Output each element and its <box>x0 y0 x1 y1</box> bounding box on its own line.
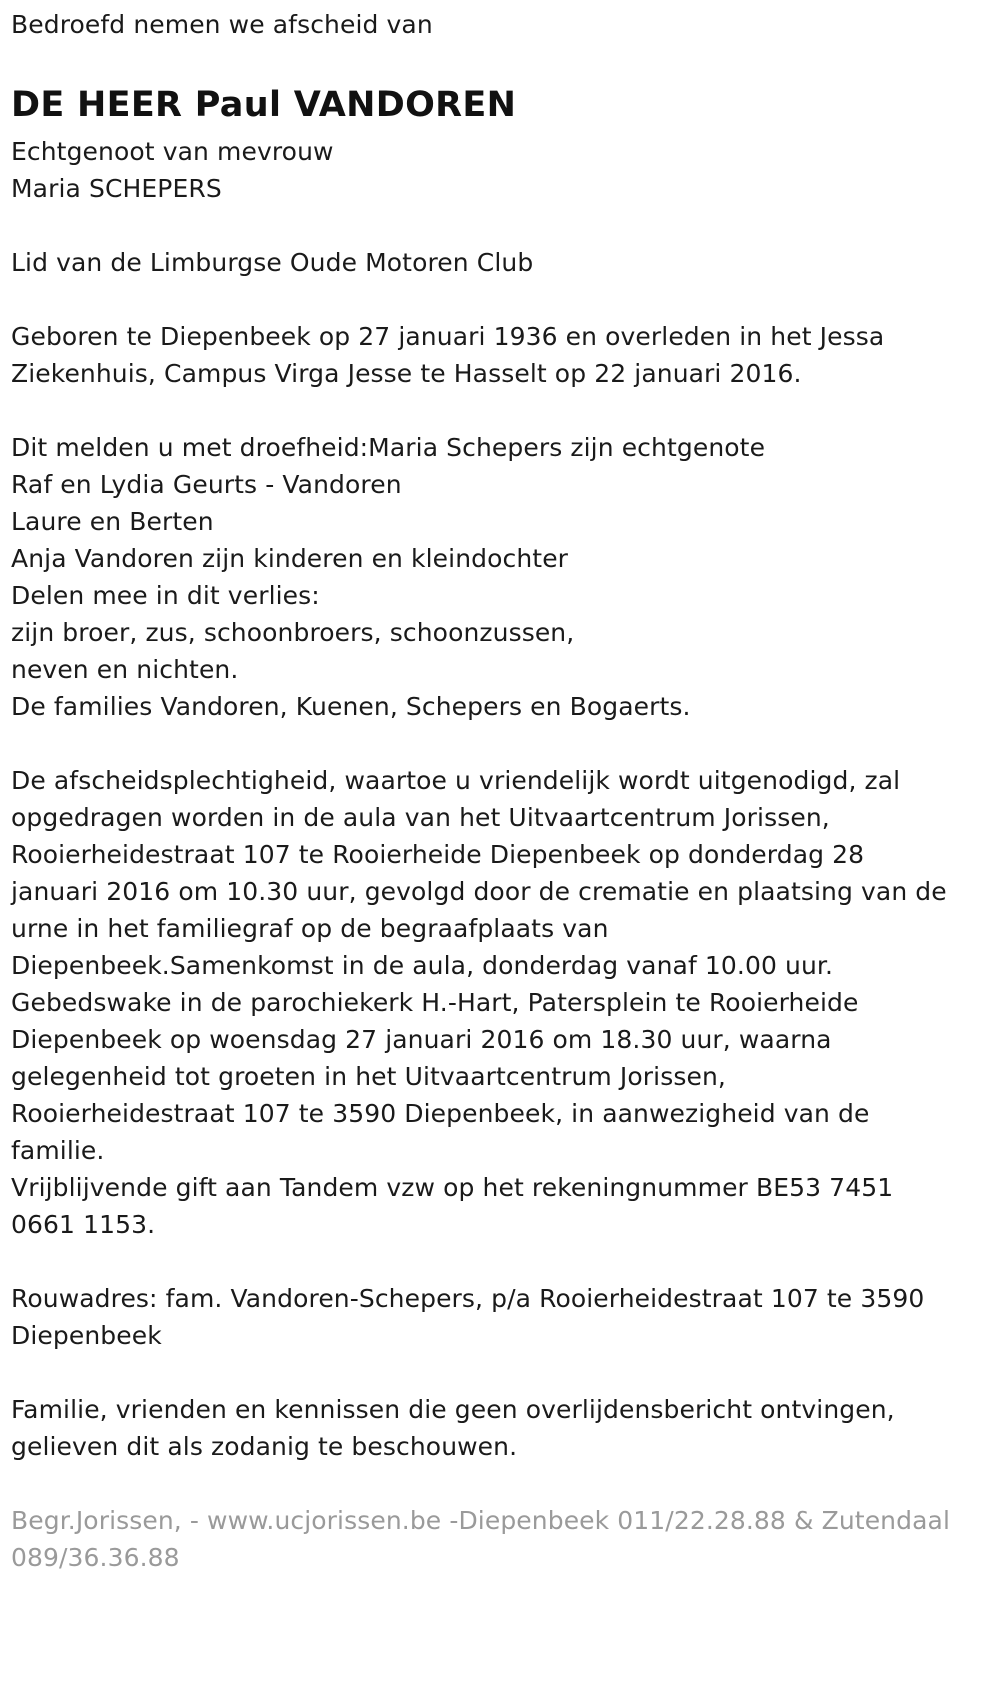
ceremony-line: gelegenheid tot groeten in het Uitvaartcentrum Jorissen, <box>11 1062 726 1091</box>
ceremony-line: Gebedswake in de parochiekerk H.-Hart, Patersplein te Rooierheide <box>11 988 859 1017</box>
ceremony-line: Diepenbeek.Samenkomst in de aula, donderdag vanaf 10.00 uur. <box>11 951 834 980</box>
ceremony-line: 0661 1153. <box>11 1210 156 1239</box>
family-block <box>11 429 990 725</box>
family-line: neven en nichten. <box>11 655 239 684</box>
footer-line: 089/36.36.88 <box>11 1543 180 1572</box>
funeral-home-footer <box>11 1502 990 1576</box>
ceremony-line: januari 2016 om 10.30 uur, gevolgd door de crematie en plaatsing van de <box>11 877 947 906</box>
family-line: Raf en Lydia Geurts - Vandoren <box>11 470 402 499</box>
address-line: Rouwadres: fam. Vandoren-Schepers, p/a Rooierheidestraat 107 te 3590 <box>11 1284 925 1313</box>
spouse-block <box>11 133 990 207</box>
ceremony-line: Rooierheidestraat 107 te 3590 Diepenbeek, in aanwezigheid van de <box>11 1099 870 1128</box>
ceremony-block <box>11 762 990 1243</box>
deceased-name: DE HEER Paul VANDOREN <box>11 85 517 125</box>
membership-text: Lid van de Limburgse Oude Motoren Club <box>11 248 534 277</box>
birth-death-line: Geboren te Diepenbeek op 27 januari 1936 en overleden in het Jessa <box>11 322 885 351</box>
family-line: Anja Vandoren zijn kinderen en kleindochter <box>11 544 569 573</box>
notice-line: gelieven dit als zodanig te beschouwen. <box>11 1432 518 1461</box>
ceremony-line: Diepenbeek op woensdag 27 januari 2016 om 18.30 uur, waarna <box>11 1025 832 1054</box>
spouse-line: Maria SCHEPERS <box>11 174 222 203</box>
intro-text: Bedroefd nemen we afscheid van <box>11 10 433 39</box>
ceremony-line: Rooierheidestraat 107 te Rooierheide Diepenbeek op donderdag 28 <box>11 840 865 869</box>
ceremony-line: De afscheidsplechtigheid, waartoe u vriendelijk wordt uitgenodigd, zal <box>11 766 901 795</box>
address-block <box>11 1280 990 1354</box>
ceremony-line: familie. <box>11 1136 105 1165</box>
birth-death-block <box>11 318 990 392</box>
address-line: Diepenbeek <box>11 1321 162 1350</box>
footer-line: Begr.Jorissen, - www.ucjorissen.be -Diepenbeek 011/22.28.88 & Zutendaal <box>11 1506 950 1535</box>
family-line: Dit melden u met droefheid:Maria Schepers zijn echtgenote <box>11 433 766 462</box>
ceremony-line: urne in het familiegraf op de begraafplaats van <box>11 914 609 943</box>
ceremony-line: opgedragen worden in de aula van het Uitvaartcentrum Jorissen, <box>11 803 830 832</box>
notice-block <box>11 1391 990 1465</box>
family-line: Delen mee in dit verlies: <box>11 581 320 610</box>
family-line: De families Vandoren, Kuenen, Schepers en Bogaerts. <box>11 692 691 721</box>
spouse-line: Echtgenoot van mevrouw <box>11 137 334 166</box>
ceremony-line: Vrijblijvende gift aan Tandem vzw op het rekeningnummer BE53 7451 <box>11 1173 894 1202</box>
family-line: Laure en Berten <box>11 507 214 536</box>
family-line: zijn broer, zus, schoonbroers, schoonzussen, <box>11 618 575 647</box>
birth-death-line: Ziekenhuis, Campus Virga Jesse te Hasselt op 22 januari 2016. <box>11 359 802 388</box>
notice-line: Familie, vrienden en kennissen die geen overlijdensbericht ontvingen, <box>11 1395 895 1424</box>
